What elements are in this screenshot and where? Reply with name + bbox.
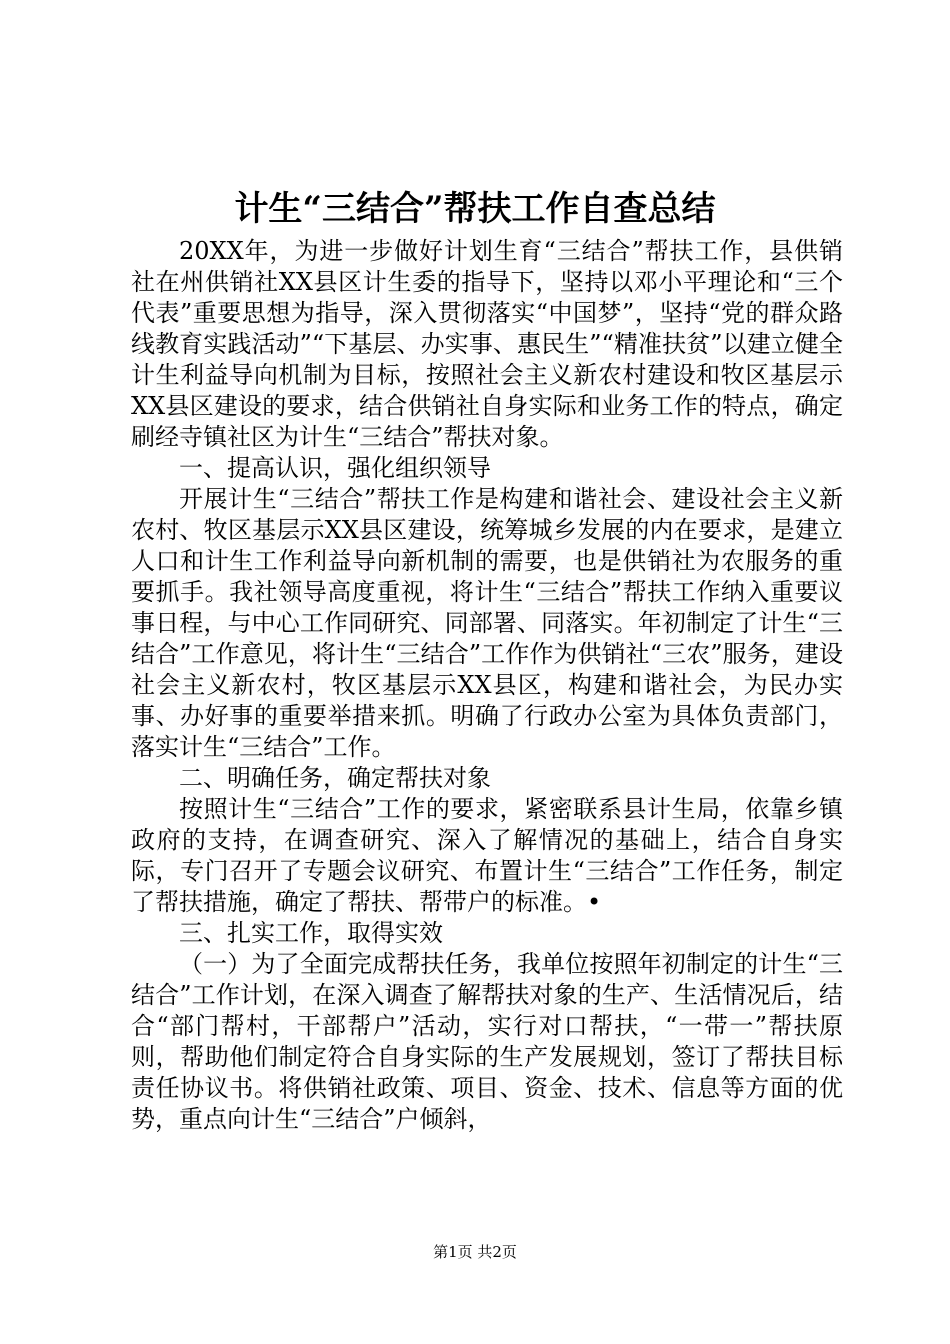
intro-paragraph: 20XX年，为进一步做好计划生育“三结合”帮扶工作，县供销社在州供销社XX县区计生委的指导下，坚持以邓小平理论和“三个代表”重要思想为指导，深入贯彻落实“中国梦”，坚持“党的群众路线教育实践活动”“下基层、办实事、惠民生”“精准扶贫”以建立健全计生利益导向机制为目标，按照社会主义新农村建设和牧区基层示XX县区建设的要求，结合供销社自身实际和业务工作的特点，确定刷经寺镇社区为计生“三结合”帮扶对象。: [131, 237, 843, 451]
document-body: [131, 236, 843, 1135]
section-3-paragraph: （一）为了全面完成帮扶任务，我单位按照年初制定的计生“三结合”工作计划，在深入调查了解帮扶对象的生产、生活情况后，结合“部门帮村，干部帮户”活动，实行对口帮扶，“一带一”帮扶原则，帮助他们制定符合自身实际的生产发展规划，签订了帮扶目标责任协议书。将供销社政策、项目、资金、技术、信息等方面的优势，重点向计生“三结合”户倾斜，: [131, 950, 843, 1133]
section-2-paragraph: 按照计生“三结合”工作的要求，紧密联系县计生局，依靠乡镇政府的支持，在调查研究、深入了解情况的基础上，结合自身实际，专门召开了专题会议研究、布置计生“三结合”工作任务，制定了帮扶措施，确定了帮扶、帮带户的标准。•: [131, 795, 843, 916]
section-heading-2: 二、明确任务，确定帮扶对象: [179, 764, 491, 792]
document-title: 计生“三结合”帮扶工作自查总结: [234, 189, 716, 229]
section-heading-1: 一、提高认识，强化组织领导: [179, 454, 491, 482]
section-1-paragraph: 开展计生“三结合”帮扶工作是构建和谐社会、建设社会主义新农村、牧区基层示XX县区建设，统筹城乡发展的内在要求，是建立人口和计生工作利益导向新机制的需要，也是供销社为农服务的重要抓手。我社领导高度重视，将计生“三结合”帮扶工作纳入重要议事日程，与中心工作同研究、同部署、同落实。年初制定了计生“三结合”工作意见，将计生“三结合”工作作为供销社“三农”服务，建设社会主义新农村，牧区基层示XX县区，构建和谐社会，为民办实事、办好事的重要举措来抓。明确了行政办公室为具体负责部门，落实计生“三结合”工作。: [131, 485, 843, 761]
section-heading-3: 三、扎实工作，取得实效: [179, 919, 443, 947]
page-footer: 第1页 共2页: [433, 1243, 517, 1261]
